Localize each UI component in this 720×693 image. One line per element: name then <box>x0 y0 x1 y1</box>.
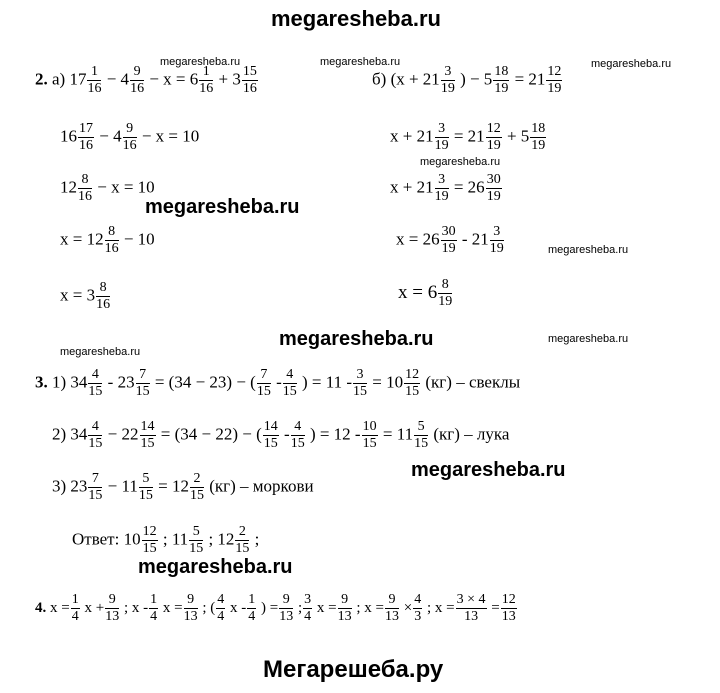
watermark-small: megaresheba.ru <box>420 156 501 168</box>
fraction: $\frac{3}{4}$ <box>304 592 312 624</box>
task2-a-line4: x = 12 $\frac{8}{16}$ − 10 <box>60 224 155 256</box>
fraction: $\frac{3}{19}$ <box>434 121 449 153</box>
fraction: $\frac{3 \times 4}{13}$ <box>456 592 486 624</box>
task4-line1: 4. x = $\frac{1}{4}$ x + $\frac{9}{13}$ ; x - $\frac{1}{4}$ x = $\frac{9}{13}$ ; ( $\frac{4}{4}$ x - $\frac{1}{4}$ ) = $\frac{9}{13}$ ; $\frac{3}{4}$ x = $\frac{9}{13}$ ; x = $\frac{9}{13}$ × $\frac{4}{3}$ ; x = $\frac{3 \times 4}{13}$ = $\frac{12}{13}$ <box>35 592 516 624</box>
fraction: $\frac{7}{15}$ <box>256 367 271 399</box>
task2-a-line3: 12 $\frac{8}{16}$ − x = 10 <box>60 172 155 204</box>
fraction: $\frac{9}{16}$ <box>130 64 145 96</box>
fraction: $\frac{8}{16}$ <box>78 172 92 204</box>
task-number: 4. <box>35 599 47 616</box>
fraction: $\frac{12}{19}$ <box>547 64 562 96</box>
watermark-small: megaresheba.ru <box>160 56 241 68</box>
fraction: $\frac{4}{3}$ <box>414 592 422 624</box>
watermark-small: megaresheba.ru <box>320 56 401 68</box>
watermark-mid: megaresheba.ru <box>411 459 566 481</box>
fraction: $\frac{3}{19}$ <box>440 64 455 96</box>
text: + 3 <box>218 69 241 89</box>
task2-a-line1 <box>35 65 259 96</box>
task3-line3: 3) 23 $\frac{7}{15}$ − 11 $\frac{5}{15}$ = 12 $\frac{2}{15}$ (кг) – моркови <box>52 471 314 503</box>
task3-line2: 2) 34 $\frac{4}{15}$ − 22 $\frac{14}{15}$ = (34 − 22) − ( $\frac{14}{15}$ - $\frac{4}{15}$ ) = 12 - $\frac{10}{15}$ = 11 $\frac{5}{15}$ (кг) – лука <box>52 419 510 451</box>
watermark-bottom: Мегарешеба.ру <box>263 656 444 683</box>
fraction: $\frac{1}{4}$ <box>150 592 158 624</box>
fraction: $\frac{4}{15}$ <box>88 367 103 399</box>
fraction: $\frac{9}{13}$ <box>105 592 120 624</box>
fraction: $\frac{14}{15}$ <box>263 419 278 451</box>
task-number: 2. <box>35 69 48 89</box>
task2-b-line3: x + 21 $\frac{3}{19}$ = 26 $\frac{30}{19}$ <box>390 172 501 204</box>
fraction: $\frac{9}{13}$ <box>385 592 399 624</box>
fraction: $\frac{17}{16}$ <box>79 121 93 153</box>
fraction: $\frac{3}{15}$ <box>353 367 368 399</box>
task2-a-line5: x = 3 $\frac{8}{16}$ <box>60 280 111 312</box>
fraction: $\frac{15}{16}$ <box>242 64 257 96</box>
fraction: $\frac{30}{19}$ <box>486 172 501 204</box>
fraction: $\frac{5}{15}$ <box>189 524 204 556</box>
task2-b-line2: x + 21 $\frac{3}{19}$ = 21 $\frac{12}{19}$ + 5 $\frac{18}{19}$ <box>390 121 546 153</box>
fraction: $\frac{7}{15}$ <box>135 367 150 399</box>
fraction: $\frac{4}{15}$ <box>282 367 297 399</box>
watermark-mid: megaresheba.ru <box>145 196 300 218</box>
fraction: $\frac{12}{19}$ <box>486 121 501 153</box>
fraction: $\frac{1}{16}$ <box>199 64 214 96</box>
watermark-small: megaresheba.ru <box>60 346 141 358</box>
part-label: б) <box>372 69 387 89</box>
task3-line1: 3. 1) 34 $\frac{4}{15}$ - 23 $\frac{7}{15}$ = (34 − 23) − ( $\frac{7}{15}$ - $\frac{4}{15}$ ) = 11 - $\frac{3}{15}$ = 10 $\frac{12}{15}$ (кг) – свеклы <box>35 367 521 399</box>
fraction: $\frac{3}{19}$ <box>489 224 504 256</box>
fraction: $\frac{10}{15}$ <box>362 419 377 451</box>
watermark-small: megaresheba.ru <box>548 244 629 256</box>
fraction: $\frac{5}{15}$ <box>138 471 153 503</box>
watermark-small: megaresheba.ru <box>548 333 629 345</box>
fraction: $\frac{7}{15}$ <box>88 471 103 503</box>
fraction: $\frac{8}{16}$ <box>104 224 119 256</box>
fraction: $\frac{9}{13}$ <box>337 592 352 624</box>
fraction: $\frac{9}{13}$ <box>183 592 198 624</box>
fraction: $\frac{18}{19}$ <box>531 121 546 153</box>
fraction: $\frac{9}{16}$ <box>122 121 137 153</box>
fraction: $\frac{4}{4}$ <box>217 592 225 624</box>
fraction: $\frac{3}{19}$ <box>434 172 449 204</box>
task2-b-line4: x = 26 $\frac{30}{19}$ - 21 $\frac{3}{19}$ <box>396 224 504 256</box>
fraction: $\frac{1}{4}$ <box>248 592 256 624</box>
fraction: $\frac{12}{15}$ <box>142 524 157 556</box>
task2-a-line2: 16 $\frac{17}{16}$ − 4 $\frac{9}{16}$ − x = 10 <box>60 121 200 153</box>
fraction: $\frac{8}{19}$ <box>438 277 453 309</box>
fraction: $\frac{2}{15}$ <box>189 471 204 503</box>
text: − x = 6 <box>149 69 199 89</box>
fraction: $\frac{12}{15}$ <box>405 367 420 399</box>
fraction: $\frac{1}{16}$ <box>87 64 102 96</box>
task3-answer: Ответ: 10 $\frac{12}{15}$ ; 11 $\frac{5}{15}$ ; 12 $\frac{2}{15}$ ; <box>72 524 260 556</box>
fraction: $\frac{14}{15}$ <box>140 419 155 451</box>
watermark-mid: megaresheba.ru <box>279 328 434 350</box>
fraction: $\frac{9}{13}$ <box>279 592 294 624</box>
task2-b-line5: x = 6 $\frac{8}{19}$ <box>398 277 453 309</box>
task2-b-line1: б) (x + 21 $\frac{3}{19}$ ) − 5 $\frac{18}{19}$ = 21 $\frac{12}{19}$ <box>372 64 562 96</box>
fraction: $\frac{18}{19}$ <box>494 64 509 96</box>
watermark-small: megaresheba.ru <box>591 58 672 70</box>
fraction: $\frac{4}{15}$ <box>290 419 305 451</box>
fraction: $\frac{30}{19}$ <box>441 224 456 256</box>
fraction: $\frac{2}{15}$ <box>235 524 250 556</box>
watermark-mid: megaresheba.ru <box>138 556 293 578</box>
text: 17 <box>69 69 87 89</box>
fraction: $\frac{12}{13}$ <box>501 592 516 624</box>
fraction: $\frac{4}{15}$ <box>88 419 103 451</box>
text: − 4 <box>106 69 130 89</box>
watermark-top: megaresheba.ru <box>271 6 441 31</box>
fraction: $\frac{5}{15}$ <box>414 419 429 451</box>
part-label: а) <box>52 69 66 89</box>
task-number: 3. <box>35 372 48 392</box>
fraction: $\frac{8}{16}$ <box>96 280 111 312</box>
fraction: $\frac{1}{4}$ <box>71 592 79 624</box>
